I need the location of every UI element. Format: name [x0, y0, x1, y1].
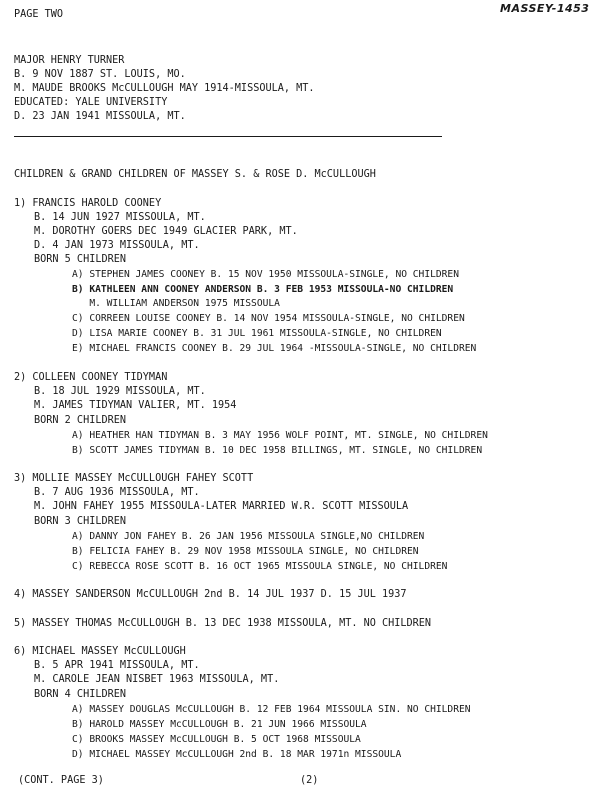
grandchild-entry: D) MICHAEL MASSEY McCULLOUGH 2nd B. 18 MAR 1971n MISSOULA — [72, 749, 402, 760]
child-detail: BORN 4 CHILDREN — [34, 689, 127, 700]
child-heading: 3) MOLLIE MASSEY McCULLOUGH FAHEY SCOTT — [14, 473, 254, 484]
child-detail: M. DOROTHY GOERS DEC 1949 GLACIER PARK, MT. — [34, 226, 298, 237]
turner-name: MAJOR HENRY TURNER — [14, 55, 125, 66]
grandchild-entry: E) MICHAEL FRANCIS COONEY B. 29 JUL 1964 -MISSOULA-SINGLE, NO CHILDREN — [72, 343, 477, 354]
turner-marriage: M. MAUDE BROOKS McCULLOUGH MAY 1914-MISSOULA, MT. — [14, 83, 315, 94]
page-number: (2) — [300, 775, 319, 786]
grandchild-entry: B) FELICIA FAHEY B. 29 NOV 1958 MISSOULA SINGLE, NO CHILDREN — [72, 546, 419, 557]
turner-birth: B. 9 NOV 1887 ST. LOUIS, MO. — [14, 69, 186, 80]
grandchild-entry: D) LISA MARIE COONEY B. 31 JUL 1961 MISSOULA-SINGLE, NO CHILDREN — [72, 328, 442, 339]
child-detail: BORN 3 CHILDREN — [34, 516, 127, 527]
grandchild-entry: A) HEATHER HAN TIDYMAN B. 3 MAY 1956 WOLF POINT, MT. SINGLE, NO CHILDREN — [72, 430, 488, 441]
grandchild-entry: A) DANNY JON FAHEY B. 26 JAN 1956 MISSOULA SINGLE,NO CHILDREN — [72, 531, 425, 542]
continued-note: (CONT. PAGE 3) — [18, 775, 104, 786]
child-detail: M. JAMES TIDYMAN VALIER, MT. 1954 — [34, 400, 237, 411]
section-title: CHILDREN & GRAND CHILDREN OF MASSEY S. & ROSE D. McCULLOUGH — [14, 169, 376, 180]
child-detail: B. 14 JUN 1927 MISSOULA, MT. — [34, 212, 206, 223]
grandchild-entry: B) HAROLD MASSEY McCULLOUGH B. 21 JUN 1966 MISSOULA — [72, 719, 367, 730]
handwritten-reference: MASSEY-1453 — [500, 2, 590, 15]
grandchild-entry: C) CORREEN LOUISE COONEY B. 14 NOV 1954 MISSOULA-SINGLE, NO CHILDREN — [72, 313, 465, 324]
grandchild-entry: A) MASSEY DOUGLAS McCULLOUGH B. 12 FEB 1964 MISSOULA SIN. NO CHILDREN — [72, 704, 471, 715]
child-detail: M. JOHN FAHEY 1955 MISSOULA-LATER MARRIED W.R. SCOTT MISSOULA — [34, 501, 409, 512]
child-detail: D. 4 JAN 1973 MISSOULA, MT. — [34, 240, 200, 251]
child-detail: BORN 5 CHILDREN — [34, 254, 127, 265]
child-heading: 4) MASSEY SANDERSON McCULLOUGH 2nd B. 14 JUL 1937 D. 15 JUL 1937 — [14, 589, 407, 600]
grandchild-entry: B) SCOTT JAMES TIDYMAN B. 10 DEC 1958 BILLINGS, MT. SINGLE, NO CHILDREN — [72, 445, 483, 456]
grandchild-entry: C) BROOKS MASSEY McCULLOUGH B. 5 OCT 1968 MISSOULA — [72, 734, 361, 745]
grandchild-entry: B) KATHLEEN ANN COONEY ANDERSON B. 3 FEB 1953 MISSOULA-NO CHILDREN — [72, 284, 454, 295]
divider-rule — [14, 136, 442, 137]
grandchild-entry: C) REBECCA ROSE SCOTT B. 16 OCT 1965 MISSOULA SINGLE, NO CHILDREN — [72, 561, 448, 572]
child-detail: B. 18 JUL 1929 MISSOULA, MT. — [34, 386, 206, 397]
turner-education: EDUCATED: YALE UNIVERSITY — [14, 97, 168, 108]
grandchild-entry: A) STEPHEN JAMES COONEY B. 15 NOV 1950 MISSOULA-SINGLE, NO CHILDREN — [72, 269, 459, 280]
child-detail: BORN 2 CHILDREN — [34, 415, 127, 426]
child-detail: B. 5 APR 1941 MISSOULA, MT. — [34, 660, 200, 671]
child-heading: 2) COLLEEN COONEY TIDYMAN — [14, 372, 168, 383]
child-detail: B. 7 AUG 1936 MISSOULA, MT. — [34, 487, 200, 498]
child-heading: 1) FRANCIS HAROLD COONEY — [14, 198, 162, 209]
child-heading: 6) MICHAEL MASSEY McCULLOUGH — [14, 646, 186, 657]
child-heading: 5) MASSEY THOMAS McCULLOUGH B. 13 DEC 1938 MISSOULA, MT. NO CHILDREN — [14, 618, 432, 629]
grandchild-entry: M. WILLIAM ANDERSON 1975 MISSOULA — [72, 298, 280, 309]
page-label: PAGE TWO — [14, 9, 64, 20]
child-detail: M. CAROLE JEAN NISBET 1963 MISSOULA, MT. — [34, 674, 280, 685]
turner-death: D. 23 JAN 1941 MISSOULA, MT. — [14, 111, 186, 122]
